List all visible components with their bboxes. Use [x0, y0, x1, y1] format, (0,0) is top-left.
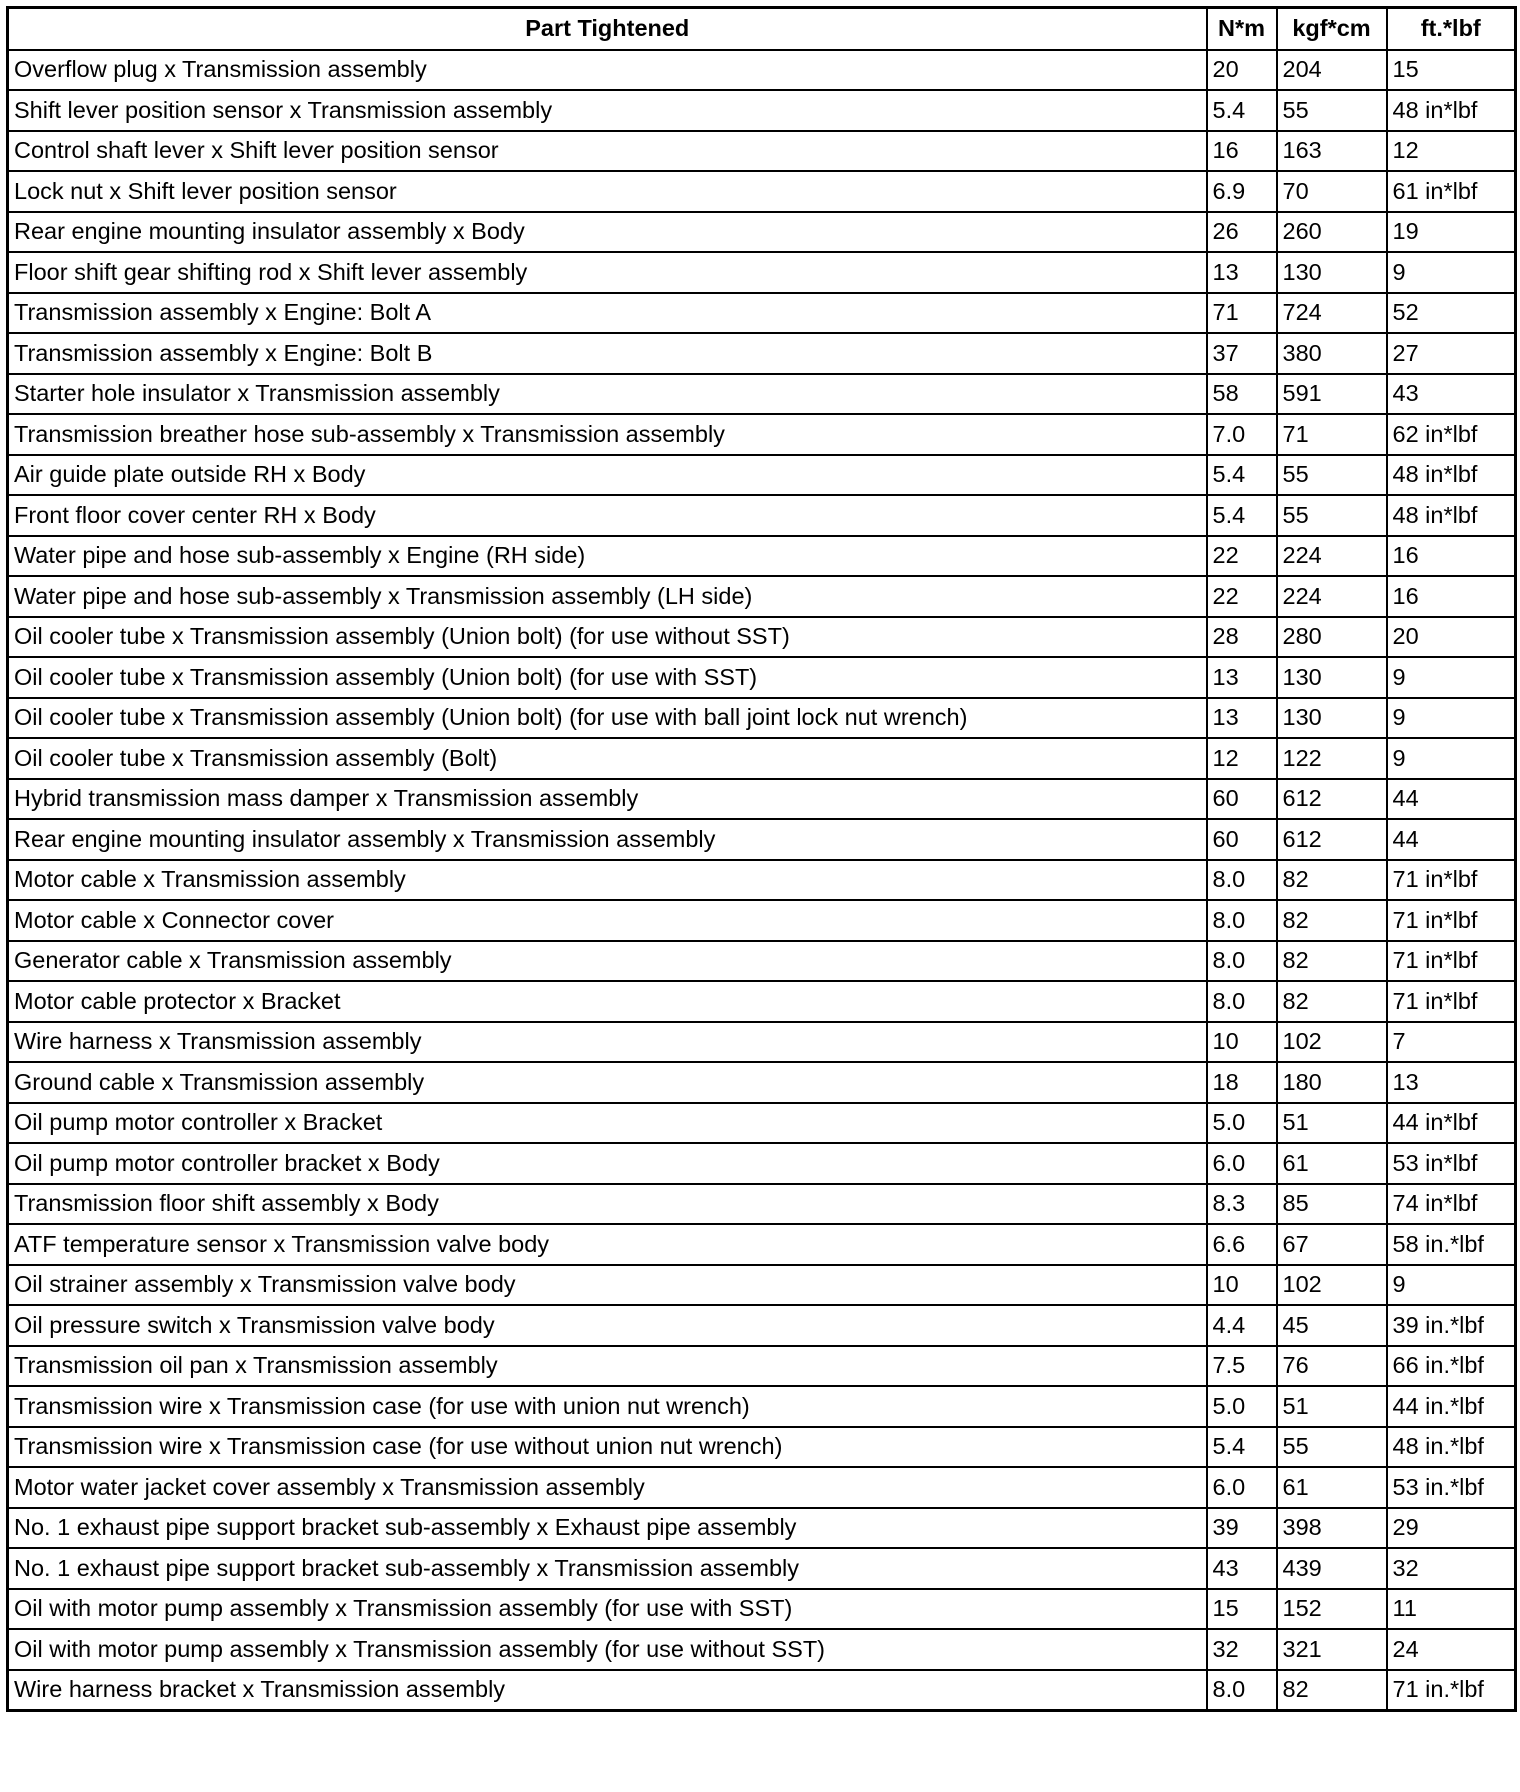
table-row — [8, 252, 1516, 293]
torque-table-container — [6, 6, 1517, 1712]
table-row — [8, 1305, 1516, 1346]
kgf-cm-cell: 55 — [1277, 495, 1387, 536]
nm-cell: 10 — [1207, 1265, 1277, 1306]
part-tightened-cell: Motor cable x Connector cover — [8, 900, 1207, 941]
ft-lbf-cell: 20 — [1387, 617, 1516, 658]
table-row — [8, 131, 1516, 172]
nm-cell: 71 — [1207, 293, 1277, 334]
kgf-cm-cell: 180 — [1277, 1062, 1387, 1103]
nm-cell: 4.4 — [1207, 1305, 1277, 1346]
kgf-cm-cell: 130 — [1277, 252, 1387, 293]
ft-lbf-cell: 71 in*lbf — [1387, 941, 1516, 982]
header-ft-lbf: ft.*lbf — [1387, 8, 1516, 50]
ft-lbf-cell: 44 in.*lbf — [1387, 1386, 1516, 1427]
part-tightened-cell: Oil pressure switch x Transmission valve body — [8, 1305, 1207, 1346]
kgf-cm-cell: 260 — [1277, 212, 1387, 253]
part-tightened-cell: Transmission wire x Transmission case (for use without union nut wrench) — [8, 1427, 1207, 1468]
kgf-cm-cell: 130 — [1277, 657, 1387, 698]
part-tightened-cell: Motor cable protector x Bracket — [8, 981, 1207, 1022]
ft-lbf-cell: 9 — [1387, 1265, 1516, 1306]
nm-cell: 22 — [1207, 536, 1277, 577]
table-row — [8, 1386, 1516, 1427]
nm-cell: 13 — [1207, 657, 1277, 698]
ft-lbf-cell: 7 — [1387, 1022, 1516, 1063]
table-row — [8, 900, 1516, 941]
ft-lbf-cell: 48 in*lbf — [1387, 495, 1516, 536]
part-tightened-cell: Transmission breather hose sub-assembly x Transmission assembly — [8, 414, 1207, 455]
kgf-cm-cell: 55 — [1277, 90, 1387, 131]
kgf-cm-cell: 82 — [1277, 981, 1387, 1022]
kgf-cm-cell: 61 — [1277, 1143, 1387, 1184]
kgf-cm-cell: 591 — [1277, 374, 1387, 415]
nm-cell: 8.0 — [1207, 860, 1277, 901]
part-tightened-cell: Oil cooler tube x Transmission assembly (Bolt) — [8, 738, 1207, 779]
part-tightened-cell: No. 1 exhaust pipe support bracket sub-assembly x Transmission assembly — [8, 1548, 1207, 1589]
nm-cell: 6.9 — [1207, 171, 1277, 212]
table-row — [8, 738, 1516, 779]
table-row — [8, 1143, 1516, 1184]
part-tightened-cell: Oil cooler tube x Transmission assembly (Union bolt) (for use without SST) — [8, 617, 1207, 658]
ft-lbf-cell: 11 — [1387, 1589, 1516, 1630]
kgf-cm-cell: 224 — [1277, 576, 1387, 617]
part-tightened-cell: Transmission assembly x Engine: Bolt A — [8, 293, 1207, 334]
part-tightened-cell: Ground cable x Transmission assembly — [8, 1062, 1207, 1103]
part-tightened-cell: Water pipe and hose sub-assembly x Engine (RH side) — [8, 536, 1207, 577]
kgf-cm-cell: 85 — [1277, 1184, 1387, 1225]
ft-lbf-cell: 9 — [1387, 698, 1516, 739]
header-part-tightened: Part Tightened — [8, 8, 1207, 50]
part-tightened-cell: Motor water jacket cover assembly x Transmission assembly — [8, 1467, 1207, 1508]
ft-lbf-cell: 15 — [1387, 50, 1516, 91]
header-row — [8, 8, 1516, 50]
part-tightened-cell: Air guide plate outside RH x Body — [8, 455, 1207, 496]
nm-cell: 5.4 — [1207, 1427, 1277, 1468]
ft-lbf-cell: 32 — [1387, 1548, 1516, 1589]
ft-lbf-cell: 48 in*lbf — [1387, 90, 1516, 131]
table-row — [8, 576, 1516, 617]
ft-lbf-cell: 58 in.*lbf — [1387, 1224, 1516, 1265]
table-row — [8, 819, 1516, 860]
ft-lbf-cell: 24 — [1387, 1629, 1516, 1670]
ft-lbf-cell: 44 — [1387, 779, 1516, 820]
kgf-cm-cell: 321 — [1277, 1629, 1387, 1670]
part-tightened-cell: Oil with motor pump assembly x Transmission assembly (for use without SST) — [8, 1629, 1207, 1670]
part-tightened-cell: Control shaft lever x Shift lever position sensor — [8, 131, 1207, 172]
part-tightened-cell: Starter hole insulator x Transmission assembly — [8, 374, 1207, 415]
table-row — [8, 1670, 1516, 1711]
nm-cell: 13 — [1207, 698, 1277, 739]
table-row — [8, 1427, 1516, 1468]
nm-cell: 60 — [1207, 819, 1277, 860]
part-tightened-cell: Transmission assembly x Engine: Bolt B — [8, 333, 1207, 374]
kgf-cm-cell: 102 — [1277, 1022, 1387, 1063]
part-tightened-cell: Rear engine mounting insulator assembly x Body — [8, 212, 1207, 253]
nm-cell: 5.4 — [1207, 455, 1277, 496]
table-row — [8, 617, 1516, 658]
nm-cell: 22 — [1207, 576, 1277, 617]
table-row — [8, 293, 1516, 334]
nm-cell: 5.0 — [1207, 1386, 1277, 1427]
nm-cell: 5.0 — [1207, 1103, 1277, 1144]
kgf-cm-cell: 280 — [1277, 617, 1387, 658]
table-row — [8, 374, 1516, 415]
kgf-cm-cell: 122 — [1277, 738, 1387, 779]
kgf-cm-cell: 55 — [1277, 1427, 1387, 1468]
nm-cell: 8.0 — [1207, 1670, 1277, 1711]
nm-cell: 20 — [1207, 50, 1277, 91]
kgf-cm-cell: 70 — [1277, 171, 1387, 212]
nm-cell: 39 — [1207, 1508, 1277, 1549]
ft-lbf-cell: 43 — [1387, 374, 1516, 415]
nm-cell: 60 — [1207, 779, 1277, 820]
ft-lbf-cell: 9 — [1387, 252, 1516, 293]
table-row — [8, 941, 1516, 982]
part-tightened-cell: Overflow plug x Transmission assembly — [8, 50, 1207, 91]
ft-lbf-cell: 9 — [1387, 657, 1516, 698]
table-row — [8, 779, 1516, 820]
table-row — [8, 981, 1516, 1022]
kgf-cm-cell: 612 — [1277, 819, 1387, 860]
part-tightened-cell: Floor shift gear shifting rod x Shift lever assembly — [8, 252, 1207, 293]
part-tightened-cell: Oil cooler tube x Transmission assembly (Union bolt) (for use with SST) — [8, 657, 1207, 698]
nm-cell: 58 — [1207, 374, 1277, 415]
kgf-cm-cell: 51 — [1277, 1103, 1387, 1144]
ft-lbf-cell: 74 in*lbf — [1387, 1184, 1516, 1225]
kgf-cm-cell: 163 — [1277, 131, 1387, 172]
part-tightened-cell: Wire harness bracket x Transmission assembly — [8, 1670, 1207, 1711]
part-tightened-cell: Oil pump motor controller x Bracket — [8, 1103, 1207, 1144]
table-row — [8, 1224, 1516, 1265]
ft-lbf-cell: 16 — [1387, 576, 1516, 617]
kgf-cm-cell: 398 — [1277, 1508, 1387, 1549]
torque-specification-table — [6, 6, 1517, 1712]
kgf-cm-cell: 152 — [1277, 1589, 1387, 1630]
table-row — [8, 1103, 1516, 1144]
part-tightened-cell: ATF temperature sensor x Transmission valve body — [8, 1224, 1207, 1265]
nm-cell: 5.4 — [1207, 495, 1277, 536]
ft-lbf-cell: 48 in.*lbf — [1387, 1427, 1516, 1468]
table-row — [8, 455, 1516, 496]
part-tightened-cell: No. 1 exhaust pipe support bracket sub-assembly x Exhaust pipe assembly — [8, 1508, 1207, 1549]
ft-lbf-cell: 12 — [1387, 131, 1516, 172]
ft-lbf-cell: 29 — [1387, 1508, 1516, 1549]
table-row — [8, 1265, 1516, 1306]
part-tightened-cell: Water pipe and hose sub-assembly x Transmission assembly (LH side) — [8, 576, 1207, 617]
part-tightened-cell: Oil pump motor controller bracket x Body — [8, 1143, 1207, 1184]
ft-lbf-cell: 27 — [1387, 333, 1516, 374]
nm-cell: 26 — [1207, 212, 1277, 253]
table-row — [8, 50, 1516, 91]
ft-lbf-cell: 62 in*lbf — [1387, 414, 1516, 455]
nm-cell: 18 — [1207, 1062, 1277, 1103]
header-newton-meter: N*m — [1207, 8, 1277, 50]
ft-lbf-cell: 52 — [1387, 293, 1516, 334]
ft-lbf-cell: 44 in*lbf — [1387, 1103, 1516, 1144]
kgf-cm-cell: 204 — [1277, 50, 1387, 91]
kgf-cm-cell: 439 — [1277, 1548, 1387, 1589]
table-row — [8, 860, 1516, 901]
kgf-cm-cell: 55 — [1277, 455, 1387, 496]
ft-lbf-cell: 48 in*lbf — [1387, 455, 1516, 496]
part-tightened-cell: Transmission floor shift assembly x Body — [8, 1184, 1207, 1225]
header-kgf-cm: kgf*cm — [1277, 8, 1387, 50]
kgf-cm-cell: 45 — [1277, 1305, 1387, 1346]
kgf-cm-cell: 61 — [1277, 1467, 1387, 1508]
part-tightened-cell: Motor cable x Transmission assembly — [8, 860, 1207, 901]
part-tightened-cell: Front floor cover center RH x Body — [8, 495, 1207, 536]
nm-cell: 7.0 — [1207, 414, 1277, 455]
ft-lbf-cell: 19 — [1387, 212, 1516, 253]
part-tightened-cell: Oil strainer assembly x Transmission valve body — [8, 1265, 1207, 1306]
part-tightened-cell: Transmission wire x Transmission case (for use with union nut wrench) — [8, 1386, 1207, 1427]
nm-cell: 32 — [1207, 1629, 1277, 1670]
table-row — [8, 414, 1516, 455]
kgf-cm-cell: 82 — [1277, 900, 1387, 941]
part-tightened-cell: Oil cooler tube x Transmission assembly (Union bolt) (for use with ball joint lock nut wrench) — [8, 698, 1207, 739]
part-tightened-cell: Generator cable x Transmission assembly — [8, 941, 1207, 982]
nm-cell: 28 — [1207, 617, 1277, 658]
nm-cell: 8.0 — [1207, 981, 1277, 1022]
ft-lbf-cell: 71 in.*lbf — [1387, 1670, 1516, 1711]
nm-cell: 7.5 — [1207, 1346, 1277, 1387]
nm-cell: 13 — [1207, 252, 1277, 293]
table-body — [8, 50, 1516, 1711]
kgf-cm-cell: 612 — [1277, 779, 1387, 820]
table-row — [8, 1589, 1516, 1630]
table-row — [8, 333, 1516, 374]
nm-cell: 6.0 — [1207, 1143, 1277, 1184]
ft-lbf-cell: 39 in.*lbf — [1387, 1305, 1516, 1346]
table-row — [8, 1062, 1516, 1103]
ft-lbf-cell: 9 — [1387, 738, 1516, 779]
nm-cell: 10 — [1207, 1022, 1277, 1063]
kgf-cm-cell: 82 — [1277, 1670, 1387, 1711]
ft-lbf-cell: 61 in*lbf — [1387, 171, 1516, 212]
part-tightened-cell: Transmission oil pan x Transmission assembly — [8, 1346, 1207, 1387]
nm-cell: 8.3 — [1207, 1184, 1277, 1225]
nm-cell: 37 — [1207, 333, 1277, 374]
kgf-cm-cell: 380 — [1277, 333, 1387, 374]
table-row — [8, 1022, 1516, 1063]
nm-cell: 43 — [1207, 1548, 1277, 1589]
nm-cell: 6.0 — [1207, 1467, 1277, 1508]
ft-lbf-cell: 53 in*lbf — [1387, 1143, 1516, 1184]
ft-lbf-cell: 71 in*lbf — [1387, 860, 1516, 901]
nm-cell: 15 — [1207, 1589, 1277, 1630]
nm-cell: 16 — [1207, 131, 1277, 172]
kgf-cm-cell: 51 — [1277, 1386, 1387, 1427]
kgf-cm-cell: 67 — [1277, 1224, 1387, 1265]
table-row — [8, 90, 1516, 131]
table-row — [8, 1548, 1516, 1589]
part-tightened-cell: Wire harness x Transmission assembly — [8, 1022, 1207, 1063]
ft-lbf-cell: 16 — [1387, 536, 1516, 577]
ft-lbf-cell: 53 in.*lbf — [1387, 1467, 1516, 1508]
table-row — [8, 495, 1516, 536]
part-tightened-cell: Shift lever position sensor x Transmission assembly — [8, 90, 1207, 131]
nm-cell: 8.0 — [1207, 941, 1277, 982]
nm-cell: 6.6 — [1207, 1224, 1277, 1265]
part-tightened-cell: Rear engine mounting insulator assembly x Transmission assembly — [8, 819, 1207, 860]
part-tightened-cell: Lock nut x Shift lever position sensor — [8, 171, 1207, 212]
table-row — [8, 1508, 1516, 1549]
kgf-cm-cell: 724 — [1277, 293, 1387, 334]
kgf-cm-cell: 224 — [1277, 536, 1387, 577]
kgf-cm-cell: 82 — [1277, 941, 1387, 982]
table-row — [8, 171, 1516, 212]
kgf-cm-cell: 71 — [1277, 414, 1387, 455]
ft-lbf-cell: 66 in.*lbf — [1387, 1346, 1516, 1387]
nm-cell: 8.0 — [1207, 900, 1277, 941]
part-tightened-cell: Oil with motor pump assembly x Transmission assembly (for use with SST) — [8, 1589, 1207, 1630]
table-row — [8, 212, 1516, 253]
table-row — [8, 1346, 1516, 1387]
ft-lbf-cell: 13 — [1387, 1062, 1516, 1103]
table-row — [8, 536, 1516, 577]
table-row — [8, 657, 1516, 698]
ft-lbf-cell: 71 in*lbf — [1387, 900, 1516, 941]
kgf-cm-cell: 76 — [1277, 1346, 1387, 1387]
part-tightened-cell: Hybrid transmission mass damper x Transmission assembly — [8, 779, 1207, 820]
kgf-cm-cell: 82 — [1277, 860, 1387, 901]
kgf-cm-cell: 130 — [1277, 698, 1387, 739]
ft-lbf-cell: 71 in*lbf — [1387, 981, 1516, 1022]
ft-lbf-cell: 44 — [1387, 819, 1516, 860]
table-row — [8, 1184, 1516, 1225]
nm-cell: 5.4 — [1207, 90, 1277, 131]
table-row — [8, 1467, 1516, 1508]
kgf-cm-cell: 102 — [1277, 1265, 1387, 1306]
table-row — [8, 698, 1516, 739]
nm-cell: 12 — [1207, 738, 1277, 779]
table-row — [8, 1629, 1516, 1670]
table-header — [8, 8, 1516, 50]
